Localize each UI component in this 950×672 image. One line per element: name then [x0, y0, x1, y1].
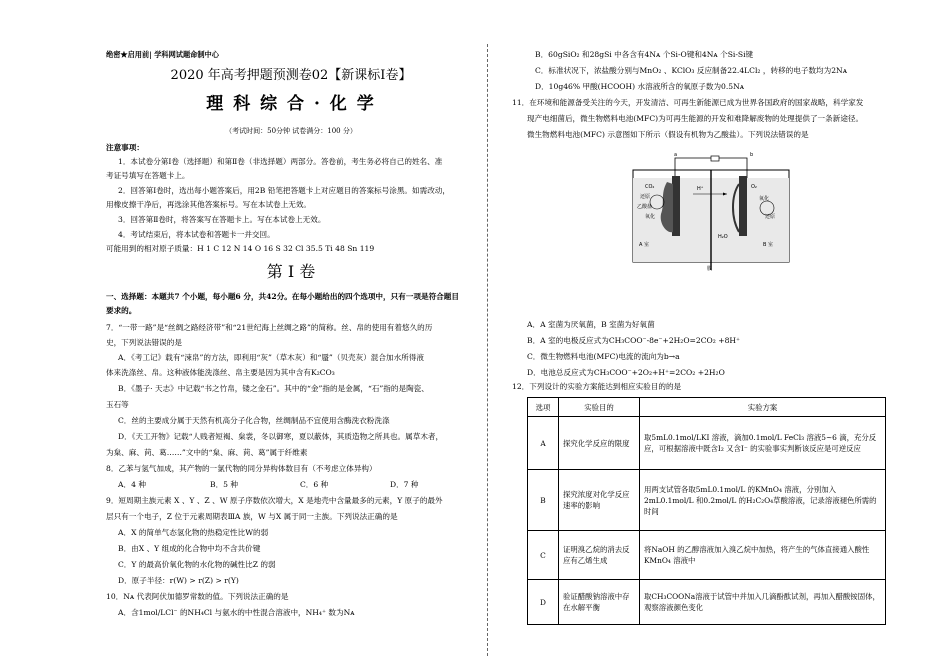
- q9-stem: 层只有一个电子，Z 位于元素周期表ⅢA 族，W 与X 属于同一主族。下列说法正确的是: [106, 512, 398, 521]
- reduce-left-label: 还原: [640, 194, 651, 200]
- q10-option-d: D．10g46% 甲酸(HCOOH) 水溶液所含的氧原子数为0.5Nᴀ: [535, 82, 745, 91]
- table-row: [528, 580, 886, 625]
- q7-option-a: A．《考工记》载有“涑帛”的方法，即利用“灰”（草木灰）和“蜃”（贝壳灰）混合加水所得液: [118, 353, 424, 362]
- q11-option-c: C．微生物燃料电池(MFC)电流的流向为b→a: [527, 352, 680, 361]
- table-cell-aim: 证明溴乙烷的消去反应有乙烯生成: [559, 531, 640, 580]
- note-line: 1．本试卷分第Ⅰ卷（选择题）和第Ⅱ卷（非选择题）两部分。答卷前，考生务必将自己的姓名、准: [118, 157, 443, 166]
- table-cell-option: B: [528, 470, 559, 531]
- room-a-label: A 室: [639, 242, 650, 248]
- reduce-right-label: 还原: [765, 214, 776, 220]
- anode-electrode: [672, 176, 680, 236]
- q11-stem: 微生物燃料电池(MFC) 示意图如下所示（假设有机物为乙酸盐）。下列说法错误的是: [527, 130, 809, 139]
- note-line: 4．考试结束后，将本试卷和答题卡一并交回。: [118, 230, 275, 239]
- q10-option-a: A．含1mol/LCl⁻ 的NH₄Cl 与氨水的中性混合溶液中，NH₄⁺ 数为Nᴀ: [118, 608, 355, 617]
- section-instructions: 要求的。: [106, 306, 137, 315]
- table-cell-plan: 取5mL0.1mol/LKI 溶液，滴加0.1mol/L FeCl₃ 溶液5~6 滴，充分反应，可根据溶液中既含I₂ 又含I⁻ 的实验事实判断该反应是可逆反应: [640, 417, 886, 470]
- membrane-label: 膜: [707, 266, 713, 272]
- q7-option-b: B．《墨子· 天志》中记载“书之竹帛，镂之金石”。其中的“金”指的是金属，“石”指的是陶瓷、: [118, 384, 429, 393]
- paper-title: 2020 年高考押题预测卷02【新课标Ⅰ卷】: [170, 68, 412, 83]
- q8-option: B．5 种: [210, 480, 239, 489]
- co2-label: CO₂: [645, 184, 655, 190]
- cathode-electrode: [739, 176, 747, 236]
- terminal-a-label: a: [674, 152, 678, 158]
- q8-option: C．6 种: [300, 480, 329, 489]
- q9-option-b: B．由X 、Y 组成的化合物中均不含共价键: [118, 544, 261, 553]
- q9-option-c: C．Y 的最高价氧化物的水化物的碱性比Z 的弱: [118, 560, 276, 569]
- q11-option-b: B．A 室的电极反应式为CH₃COO⁻-8e⁻+2H₂O=2CO₂ +8H⁺: [527, 336, 741, 345]
- note-line: 3．回答第Ⅱ卷时，将答案写在答题卡上。写在本试卷上无效。: [118, 215, 326, 224]
- hplus-label: H⁺: [697, 186, 704, 192]
- oxidize-right-label: 氧化: [759, 196, 770, 202]
- section-instructions: 一、选择题：本题共7 个小题，每小题6 分，共42分。在每小题给出的四个选项中，只有一项是符合题目: [106, 292, 459, 301]
- q7-option-c: C．丝的主要成分属于天然有机高分子化合物，丝绸制品不宜使用含酶洗衣粉洗涤: [118, 416, 390, 425]
- table-row: [528, 531, 886, 580]
- q7-option-b: 玉石等: [106, 400, 129, 409]
- h2o-label: H₂O: [718, 234, 728, 240]
- q7-stem: 史，下列说法错误的是: [106, 338, 182, 347]
- q9-option-a: A．X 的简单气态氢化物的热稳定性比W的弱: [118, 528, 269, 537]
- table-header: 实验方案: [640, 398, 886, 417]
- exam-info: （考试时间：50分钟 试卷满分：100 分）: [225, 127, 357, 135]
- subject-title: 理 科 综 合 · 化 学: [206, 94, 376, 114]
- q11-stem: 现产电细菌后，微生物燃料电池(MFC)为可再生能源的开发和难降解废物的处理提供了一条新途径。: [527, 114, 864, 123]
- table-cell-plan: 将NaOH 的乙醇溶液加入溴乙烷中加热，将产生的气体直接通入酸性KMnO₄ 溶液中: [640, 531, 886, 580]
- table-cell-plan: 用两支试管各取5mL0.1mol/L 的KMnO₄ 溶液，分别加入2mL0.1mol/L 和0.2mol/L 的H₂C₂O₄草酸溶液，记录溶液褪色所需的时间: [640, 470, 886, 531]
- o2-label: O₂: [751, 184, 757, 190]
- note-line: 用橡皮擦干净后，再选涂其他答案标号。写在本试卷上无效。: [106, 200, 312, 209]
- q8-option: A．4 种: [118, 480, 146, 489]
- table-cell-aim: 验证醋酸钠溶液中存在水解平衡: [559, 580, 640, 625]
- table-cell-plan: 取CH₃COONa溶液于试管中并加入几滴酚酞试剂，再加入醋酸铵固体，观察溶液颜色变化: [640, 580, 886, 625]
- q10-option-b: B．60gSiO₂ 和28gSi 中各含有4Nᴀ 个Si-O键和4Nᴀ 个Si-Si键: [535, 50, 754, 59]
- q8-stem: 8．乙苯与氢气加成，其产物的一氯代物的同分异构体数目有（不考虑立体异构）: [106, 464, 377, 473]
- oxidize-left-label: 氧化: [645, 214, 656, 220]
- q7-option-a: 体来洗涤丝、帛。这种液体能洗涤丝、帛主要是因为其中含有K₂CO₃: [106, 368, 335, 377]
- table-row: [528, 470, 886, 531]
- terminal-b-label: b: [750, 152, 754, 158]
- table-header: 选项: [528, 398, 559, 417]
- table-cell-aim: 探究浓度对化学反应速率的影响: [559, 470, 640, 531]
- note-line: 考证号填写在答题卡上。: [106, 171, 190, 180]
- secret-label: 绝密★启用前| 学科网试题命制中心: [106, 50, 219, 59]
- table-header-row: [528, 398, 886, 417]
- q7-option-d: D．《天工开物》记载“人贱者短褐、枲裳，冬以御寒，夏以蔽体，其质造物之所具也。属草木者，: [118, 432, 444, 441]
- atomic-masses: 可能用到的相对原子质量：H 1 C 12 N 14 O 16 S 32 Cl 35.5 Ti 48 Sn 119: [106, 244, 375, 253]
- table-cell-option: D: [528, 580, 559, 625]
- table-cell-option: C: [528, 531, 559, 580]
- note-line: 2．回答第Ⅰ卷时，选出每小题答案后，用2B 铅笔把答题卡上对应题目的答案标号涂黑。如需改动，: [118, 186, 450, 195]
- column-divider: [487, 44, 488, 656]
- table-cell-option: A: [528, 417, 559, 470]
- q10-stem: 10．Nᴀ 代表阿伏加德罗常数的值。下列说法正确的是: [106, 592, 289, 601]
- q7-stem: 7．“一带一路”是“丝绸之路经济带”和“21世纪海上丝绸之路”的简称。丝、帛的使用有着悠久的历: [106, 323, 433, 332]
- q10-option-c: C．标准状况下，浓盐酸分别与MnO₂ 、KClO₃ 反应制备22.4LCl₂ ，转移的电子数均为2Nᴀ: [535, 66, 847, 75]
- q11-stem: 11．在环境和能源备受关注的今天，开发清洁、可再生新能源已成为世界各国政府的国家战略，科学家发: [512, 98, 864, 107]
- table-cell-aim: 探究化学反应的限度: [559, 417, 640, 470]
- table-header: 实验目的: [559, 398, 640, 417]
- acetate-label: 乙酸盐: [637, 204, 653, 210]
- q9-stem: 9．短周期主族元素 X 、Y 、Z 、W 原子序数依次增大，X 是地壳中含量最多的元素，Y 原子的最外: [106, 496, 443, 505]
- q9-option-d: D．原子半径：r(W) > r(Z) > r(Y): [118, 576, 239, 585]
- room-b-label: B 室: [763, 242, 774, 248]
- notes-heading: 注意事项：: [106, 143, 144, 152]
- q11-option-d: D．电池总反应式为CH₃COO⁻+2O₂+H⁺=2CO₂ +2H₂O: [527, 368, 725, 377]
- q12-table: [527, 397, 886, 625]
- section-title: 第 Ⅰ 卷: [266, 262, 316, 281]
- q7-option-d: 为枲、麻、苘、葛……”文中的“枲、麻、苘、葛”属于纤维素: [106, 448, 308, 457]
- mfc-diagram: [627, 148, 797, 272]
- q8-option: D．7 种: [390, 480, 419, 489]
- q11-option-a: A．A 室菌为厌氧菌，B 室菌为好氧菌: [527, 320, 655, 329]
- load-resistor: [711, 156, 719, 161]
- q12-stem: 12．下列设计的实验方案能达到相应实验目的的是: [512, 382, 682, 391]
- table-row: [528, 417, 886, 470]
